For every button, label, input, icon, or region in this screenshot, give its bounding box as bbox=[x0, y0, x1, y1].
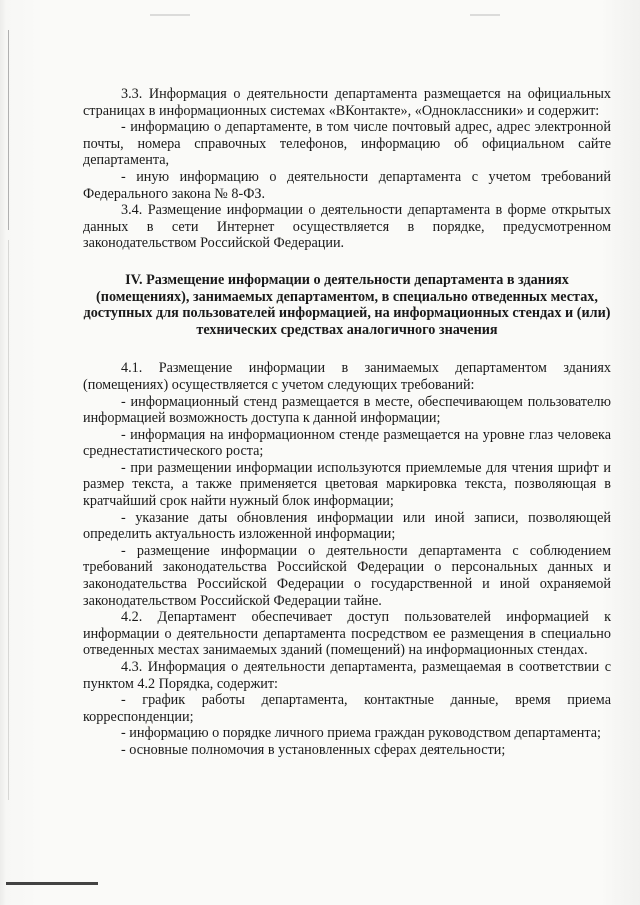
list-item: - размещение информации о деятельности департамента с соблюдением требований законодательства Российской Федерации о персональных данных и законодательства Российской Федерации о государственной и иной охраняемой законодательством Российской Федерации тайне. bbox=[83, 542, 611, 609]
list-item: - при размещении информации используются приемлемые для чтения шрифт и размер текста, а также применяется цветовая маркировка текста, позволяющая в кратчайший срок найти нужный блок информации; bbox=[83, 459, 611, 510]
scan-artifact bbox=[6, 882, 98, 885]
scan-artifact bbox=[470, 14, 500, 16]
list-item: - график работы департамента, контактные данные, время приема корреспонденции; bbox=[83, 692, 611, 725]
list-item: - информацию о порядке личного приема граждан руководством департамента; bbox=[121, 725, 601, 742]
paragraph-3-4: 3.4. Размещение информации о деятельности департамента в форме открытых данных в сети Интернет осуществляется в порядке, предусмотренном законодательством Российской Федерации. bbox=[83, 202, 611, 252]
list-item: - информационный стенд размещается в месте, обеспечивающем пользователю информацией возможность доступа к данной информации; bbox=[83, 393, 611, 427]
paragraph-4-1: 4.1. Размещение информации в занимаемых департаментом зданиях (помещениях) осуществляется с учетом следующих требований: bbox=[83, 360, 611, 393]
scan-edge-line bbox=[8, 240, 9, 800]
list-item: - указание даты обновления информации или иной записи, позволяющей определить актуальность изложенной информации; bbox=[83, 509, 611, 543]
scan-edge-line bbox=[8, 30, 9, 230]
paragraph-3-3: 3.3. Информация о деятельности департамента размещается на официальных страницах в информационных системах «ВКонтакте», «Одноклассники» и содержит: bbox=[83, 86, 611, 119]
document-body bbox=[83, 86, 611, 759]
list-item: - информацию о департаменте, в том числе почтовый адрес, адрес электронной почты, номера справочных телефонов, информацию об официальном сайте департамента, bbox=[83, 119, 611, 169]
paragraph-4-3: 4.3. Информация о деятельности департамента, размещаемая в соответствии с пунктом 4.2 Порядка, содержит: bbox=[83, 659, 611, 692]
list-item: - иную информацию о деятельности департамента с учетом требований Федерального закона № 8-ФЗ. bbox=[83, 168, 611, 202]
scan-artifact bbox=[150, 14, 190, 16]
list-item: - основные полномочия в установленных сферах деятельности; bbox=[121, 741, 506, 758]
list-item: - информация на информационном стенде размещается на уровне глаз человека среднестатистического роста; bbox=[83, 426, 611, 460]
paragraph-4-2: 4.2. Департамент обеспечивает доступ пользователей информацией к информации о деятельности департамента посредством ее размещения в специально отведенных местах занимаемых зданий (помещений) на информационных стендах. bbox=[83, 609, 611, 659]
section-heading: IV. Размещение информации о деятельности департамента в зданиях (помещениях), занимаемых департаментом, в специально отведенных местах, доступных для пользователей информацией, на информационных стендах и (или) технических средствах аналогичного значения bbox=[83, 271, 611, 338]
